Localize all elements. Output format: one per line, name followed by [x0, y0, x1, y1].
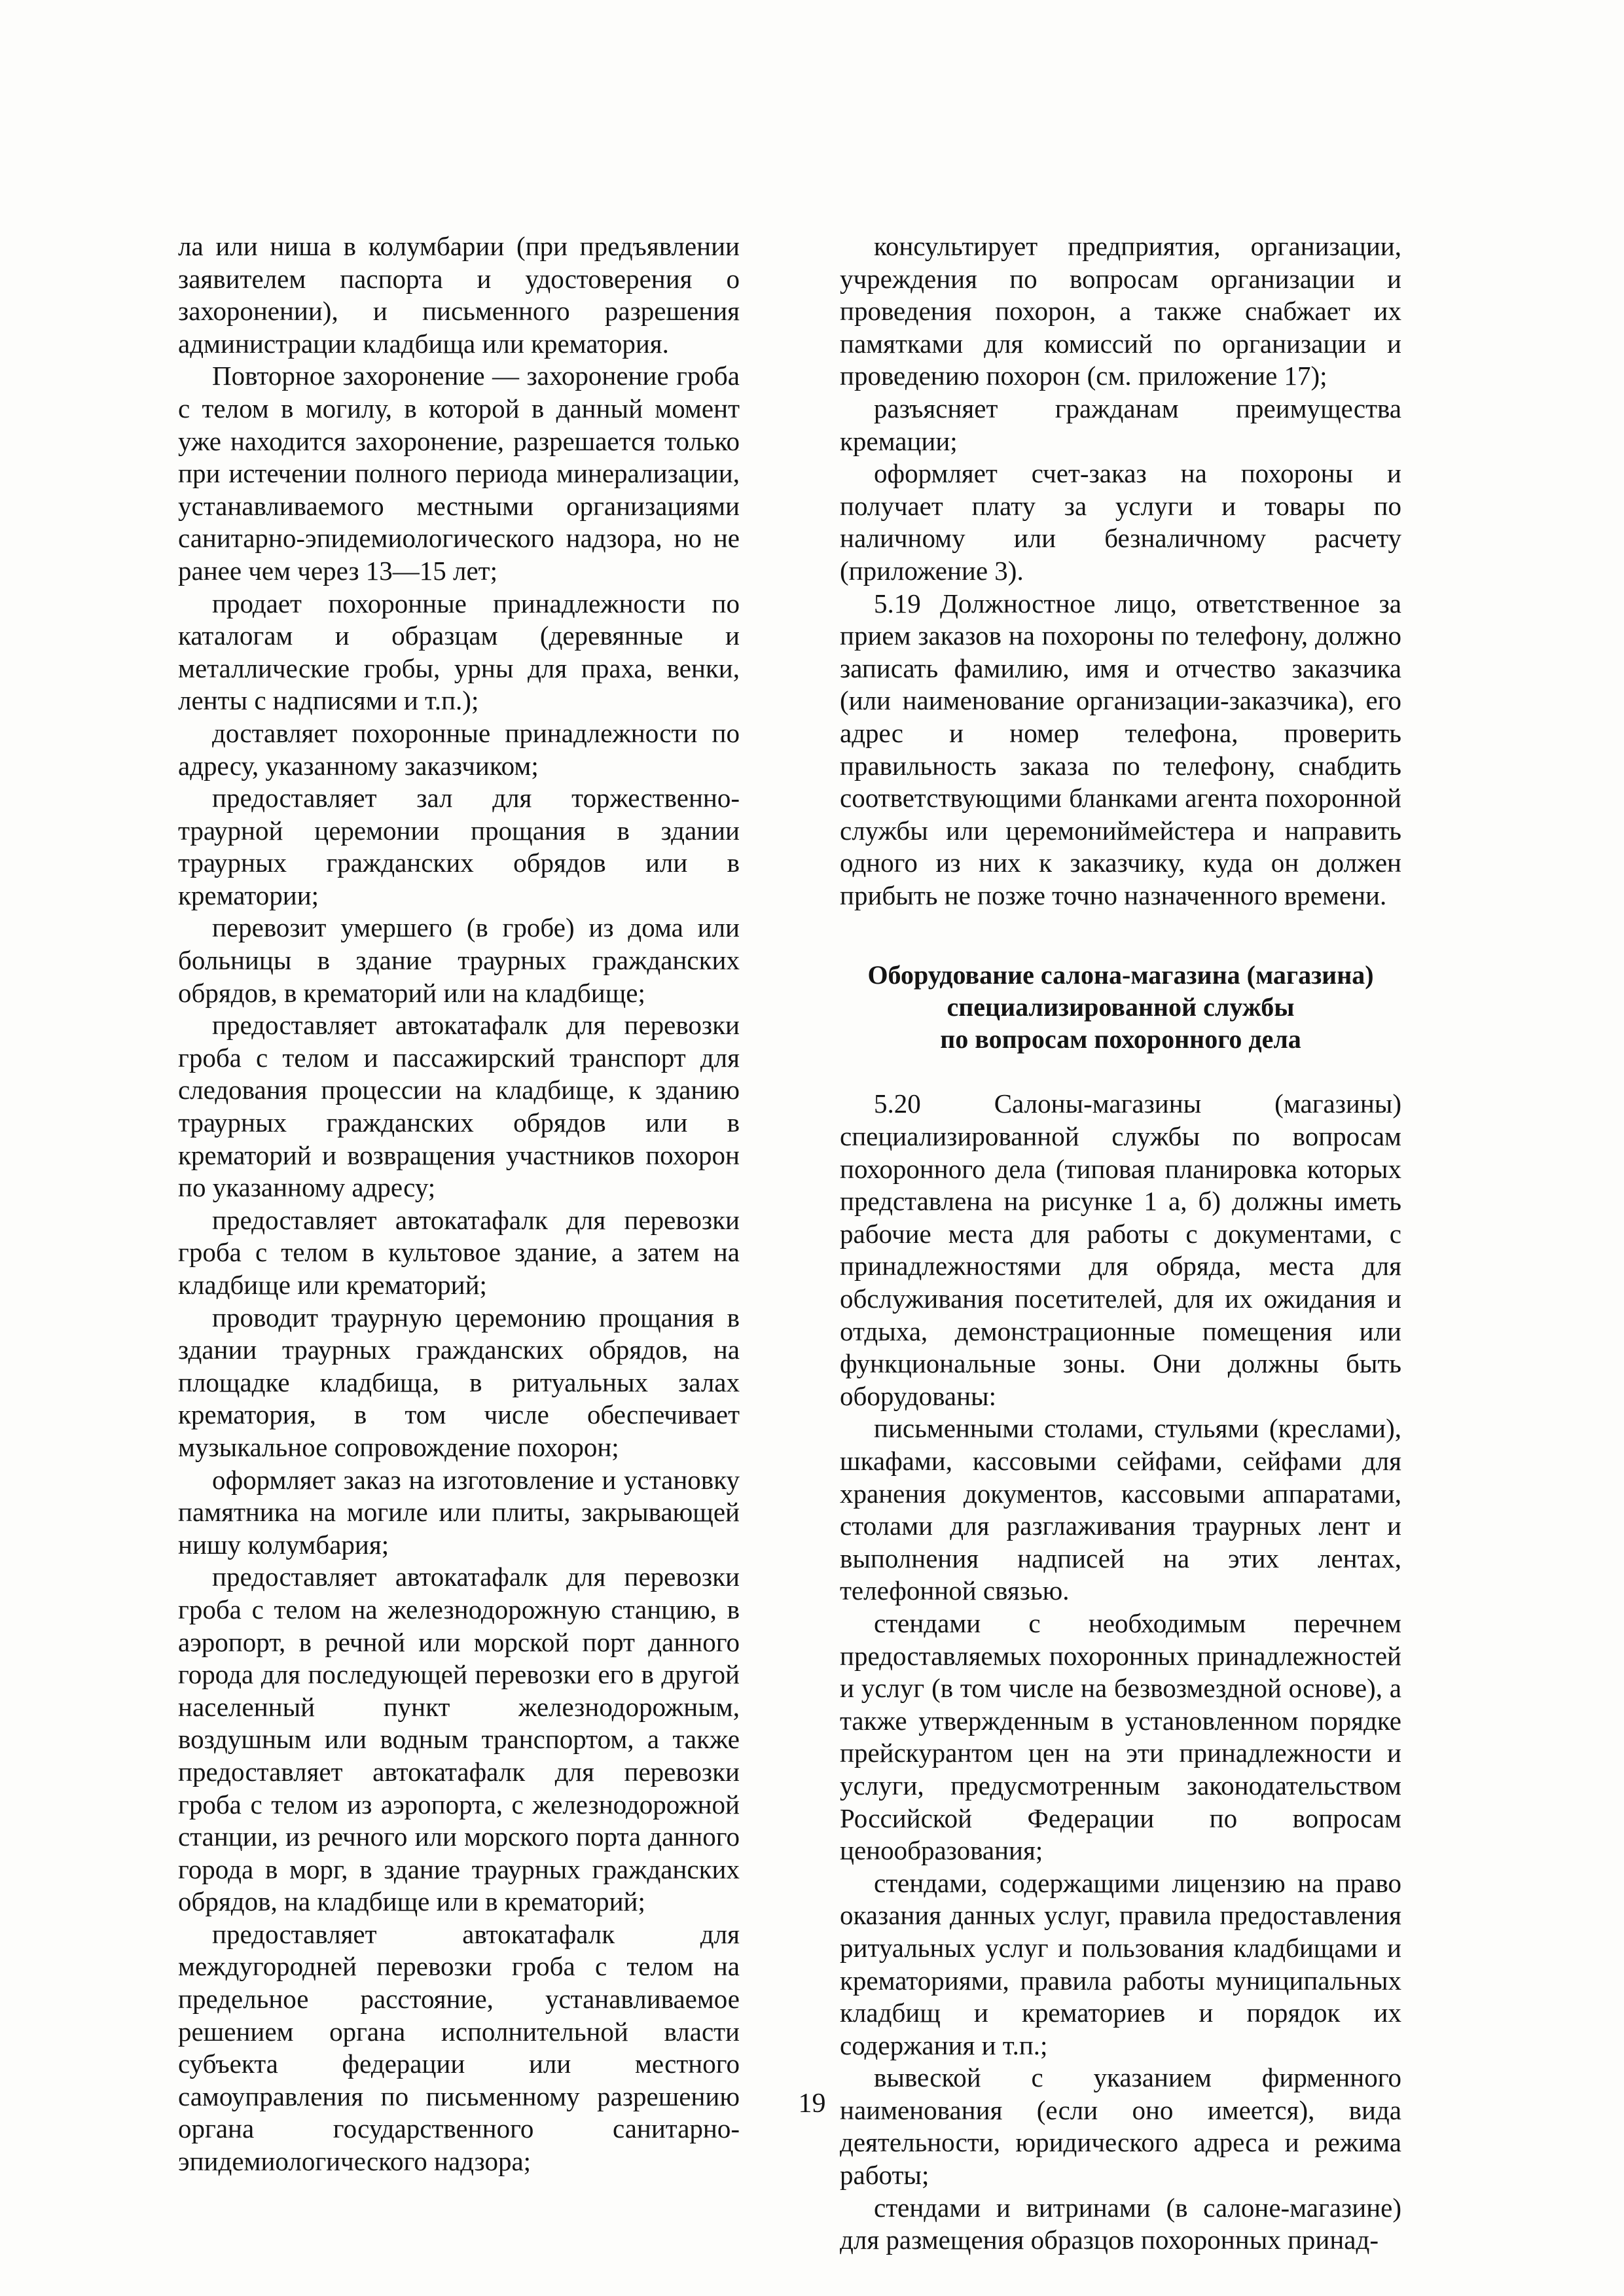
paragraph: ла или ниша в колумбарии (при предъявлении заявителем паспорта и удостоверения о захоронении), и письменного разрешения администрации кладбища или крематория.	[178, 231, 740, 359]
paragraph: вывеской с указанием фирменного наименования (если оно имеется), вида деятельности, юридического адреса и режима работы;	[840, 2062, 1401, 2191]
paragraph: перевозит умершего (в гробе) из дома или больницы в здание траурных гражданских обрядов, в крематорий или на кладбище;	[178, 912, 740, 1008]
heading-line: Оборудование салона-магазина (магазина)	[867, 960, 1374, 990]
paragraph: письменными столами, стульями (креслами), шкафами, кассовыми сейфами, сейфами для хранения документов, кассовыми аппаратами, столами для разглаживания траурных лент и выполнения надписей на этих лентах, телефонной связью.	[840, 1413, 1401, 1606]
paragraph: 5.19 Должностное лицо, ответственное за прием заказов на похороны по телефону, должно записать фамилию, имя и отчество заказчика (или наименование организации-заказчика), его адрес и номер телефона, проверить правильность заказа по телефону, снабдить соответствующими бланками агента похоронной службы или церемониймейстера и направить одного из них к заказчику, куда он должен прибыть не позже точно назначенного времени.	[840, 588, 1401, 910]
paragraph: стендами с необходимым перечнем предоставляемых похоронных принадлежностей и услуг (в том числе на безвозмездной основе), а также утвержденным в установленном порядке прейскурантом цен на эти принадлежности и услуги, предусмотренным законодательством Российской Федерации по вопросам ценообразования;	[840, 1607, 1401, 1866]
section-heading	[840, 959, 1401, 1055]
paragraph: разъясняет гражданам преимущества кремации;	[840, 393, 1401, 456]
paragraph: стендами и витринами (в салоне-магазине) для размещения образцов похоронных принад-	[840, 2192, 1401, 2255]
heading-line: по вопросам похоронного дела	[940, 1024, 1301, 1054]
paragraph: предоставляет зал для торжественно-траурной церемонии прощания в здании траурных гражданских обрядов или в крематории;	[178, 783, 740, 910]
paragraph: предоставляет автокатафалк для междугородней перевозки гроба с телом на предельное расстояние, устанавливаемое решением органа исполнительной власти субъекта федерации или местного самоуправления по письменному разрешению органа государственного санитарно-эпидемиологического надзора;	[178, 1918, 740, 2177]
left-column	[178, 230, 740, 2178]
paragraph: стендами, содержащими лицензию на право оказания данных услуг, правила предоставления ритуальных услуг и пользования кладбищами и крематориями, правила работы муниципальных кладбищ и крематориев и порядок их содержания и т.п.;	[840, 1867, 1401, 2060]
paragraph: Повторное захоронение — захоронение гроба с телом в могилу, в которой в данный момент уже находится захоронение, разрешается только при истечении полного периода минерализации, устанавливаемого местными организациями санитарно-эпидемиологического надзора, но не ранее чем через 13—15 лет;	[178, 361, 740, 586]
paragraph: оформляет счет-заказ на похороны и получает плату за услуги и товары по наличному или безналичному расчету (приложение 3).	[840, 458, 1401, 586]
paragraph: предоставляет автокатафалк для перевозки гроба с телом на железнодорожную станцию, в аэропорт, в речной или морской порт данного города для последующей перевозки его в другой населенный пункт железнодорожным, воздушным или водным транспортом, а также предоставляет автокатафалк для перевозки гроба с телом из аэропорта, с железнодорожной станции, из речного или морского порта данного города в морг, в здание траурных гражданских обрядов, на кладбище или в крематорий;	[178, 1562, 740, 1917]
heading-line: специализированной службы	[947, 992, 1295, 1022]
paragraph: предоставляет автокатафалк для перевозки гроба с телом и пассажирский транспорт для следования процессии на кладбище, к зданию траурных гражданских обрядов или в крематорий и возвращения участников похорон по указанному адресу;	[178, 1010, 740, 1203]
page-number: 19	[798, 2089, 826, 2119]
paragraph: оформляет заказ на изготовление и установку памятника на могиле или плиты, закрывающей нишу колумбария;	[178, 1464, 740, 1560]
paragraph: консультирует предприятия, организации, учреждения по вопросам организации и проведения похорон, а также снабжает их памятками для комиссий по организации и проведению похорон (см. приложение 17);	[840, 231, 1401, 391]
paragraph: доставляет похоронные принадлежности по адресу, указанному заказчиком;	[178, 717, 740, 781]
paragraph: предоставляет автокатафалк для перевозки гроба с телом в культовое здание, а затем на кладбище или крематорий;	[178, 1204, 740, 1300]
right-column	[840, 230, 1401, 2257]
paragraph: продает похоронные принадлежности по каталогам и образцам (деревянные и металлические гробы, урны для праха, венки, ленты с надписями и т.п.);	[178, 588, 740, 716]
paragraph: 5.20 Салоны-магазины (магазины) специализированной службы по вопросам похоронного дела (типовая планировка которых представлена на рисунке 1 а, б) должны иметь рабочие места для работы с документами, с принадлежностями для обряда, места для обслуживания посетителей, для их ожидания и отдыха, демонстрационные помещения или функциональные зоны. Они должны быть оборудованы:	[840, 1088, 1401, 1411]
paragraph: проводит траурную церемонию прощания в здании траурных гражданских обрядов, на площадке кладбища, в ритуальных залах крематория, в том числе обеспечивает музыкальное сопровождение похорон;	[178, 1302, 740, 1462]
